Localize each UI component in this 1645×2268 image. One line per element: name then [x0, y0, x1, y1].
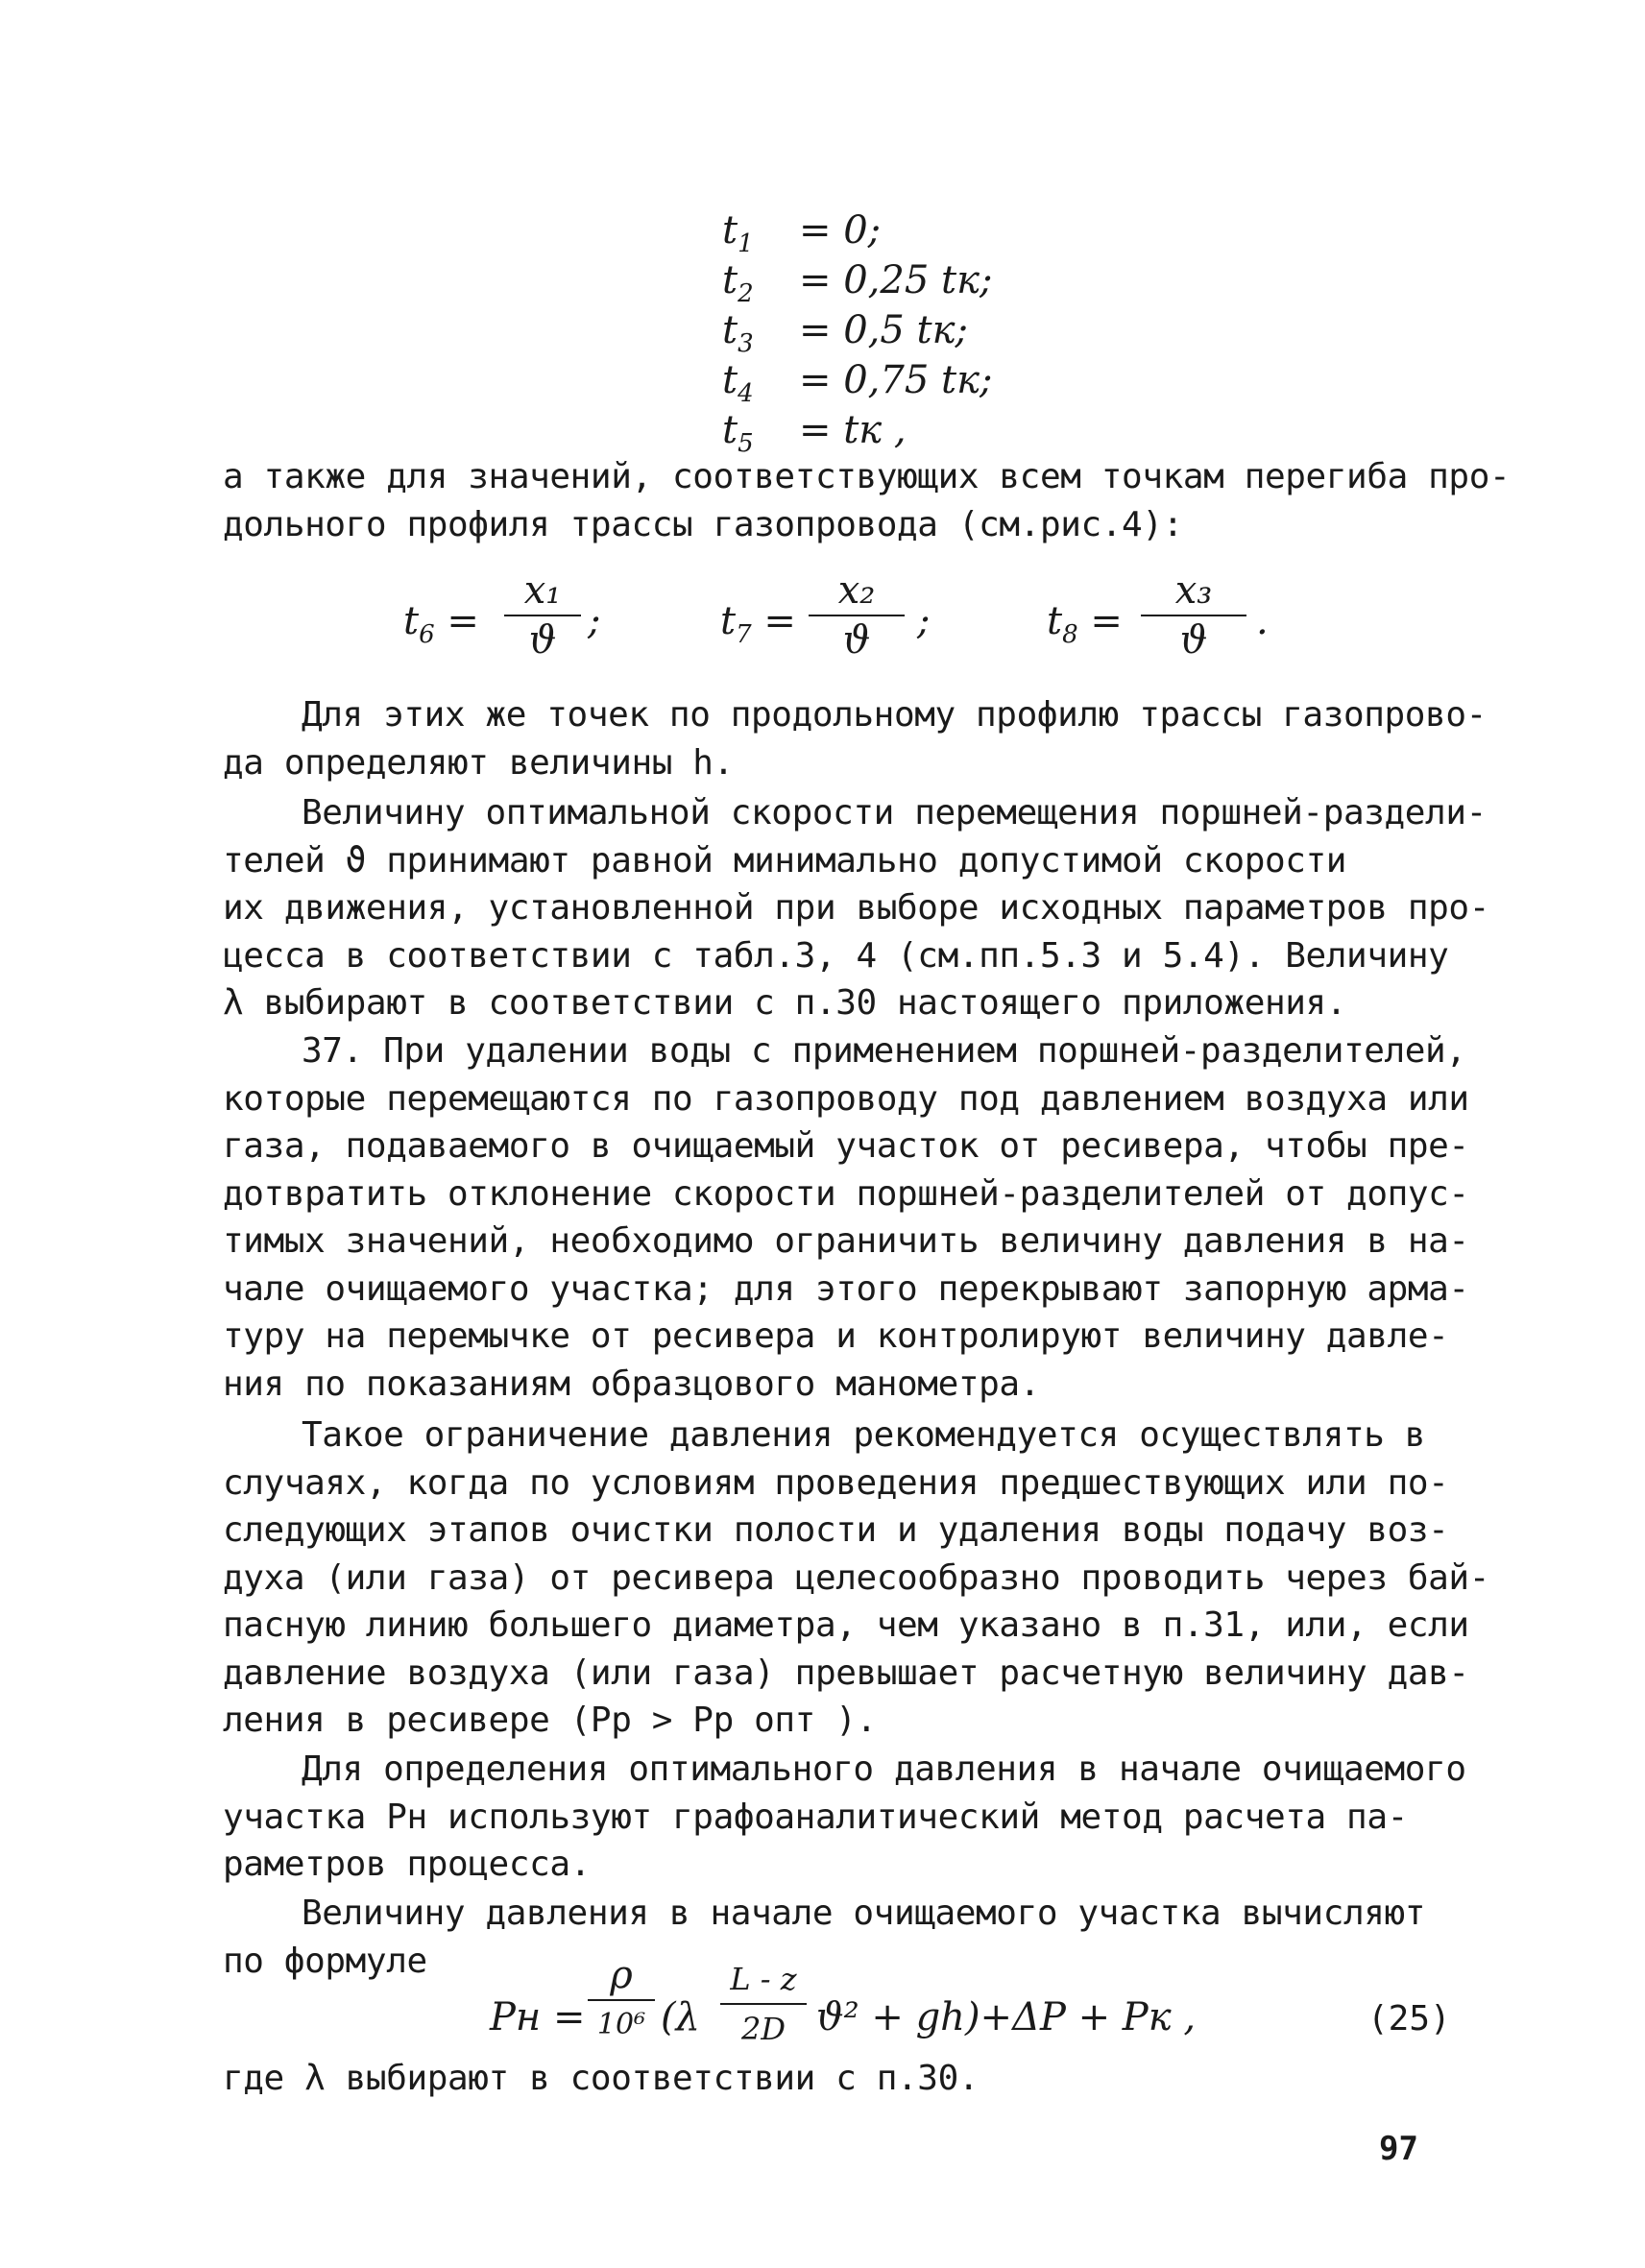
text-line: пасную линию большего диаметра, чем указано в п.31, или, если: [223, 1605, 1469, 1645]
t7-label: $t_7$ =: [720, 599, 796, 649]
text-line: Для определения оптимального давления в начале очищаемого: [302, 1749, 1466, 1789]
text-line: случаях, когда по условиям проведения предшествующих или по-: [223, 1462, 1449, 1503]
fraction-x2-over-v: x₂ ϑ: [809, 568, 905, 663]
fraction-x1-over-v: x₁ ϑ: [504, 568, 581, 663]
text-line: λ выбирают в соответствии с п.30 настоящего приложения.: [223, 983, 1347, 1023]
fraction-l-z-over-2d: L - z 2D: [720, 1957, 807, 2051]
formula-open: (λ: [661, 1995, 700, 2039]
paragraph-pressure-limit: [223, 1411, 1489, 1745]
text-line: цесса в соответствии с табл.3, 4 (см.пп.5.3 и 5.4). Величину: [223, 935, 1449, 976]
text-line: ления в ресивере (Pр > Pр опт ).: [223, 1701, 877, 1740]
text-line: 37. При удалении воды с применением поршней-разделителей,: [302, 1031, 1466, 1071]
paragraph-optimal-pressure: [223, 1746, 1466, 1889]
paragraph-points-h: [223, 691, 1487, 786]
fraction-x3-over-v: x₃ ϑ: [1141, 568, 1246, 663]
where-line: [223, 2055, 1442, 2103]
fraction-tail: ;: [588, 599, 601, 643]
text-line: участка Pн используют графоаналитический метод расчета па-: [223, 1797, 1408, 1837]
text-line: где λ выбирают в соответствии с п.30.: [223, 2059, 980, 2098]
paragraph-formula-intro: [223, 1890, 1442, 1985]
text-line: Величину оптимальной скорости перемещения поршней-раздели-: [302, 793, 1487, 832]
text-line: ния по показаниям образцового манометра.: [223, 1363, 1040, 1404]
document-page: $t_1$ = 0; $t_2$ = 0,25 tк; $t_3$ = 0,5 tк; $t_4$ = 0,75 tк; $t_5$ = tк , а также для значений, соответствующих всем точкам перегиба про- дольного профиля трассы газопровода (см.рис.4): $t_6$ = x₁ ϑ ; $t_7$ = x₂ ϑ ; $t_8$ = x₃ ϑ . Для этих же точек по продольному профилю трассы газопрово- да определяют величины h. Величину оптимальной скорости перемещения поршней-раздели- телей ϑ принимают равной минимально допустимой скорости их движения, установленной при выборе исходных параметров про- цесса в соответствии с табл.3, 4 (см.пп.5.3 и 5.4). Величину λ выбирают в соответствии с п.30 настоящего приложения. 37. При удалении воды с применением поршней-разделителей, которые перемещаются по газопроводу под давлением воздуха или газа, подаваемого в очищаемый участок от ресивера, чтобы пре- дотвратить отклонение скорости поршней-разделителей от допус- тимых значений, необходимо ограничить величину давления в на- чале очищаемого участка; для этого перекрывают запорную арма- туру на перемычке от ресивера и контролируют величину давле- ния по показаниям образцового манометра. Такое ограничение давления рекомендуется осуществлять в случаях, когда по условиям проведения предшествующих или по- следующих этапов очистки полости и удаления воды подачу воз- духа (или газа) от ресивера целесообразно проводить через бай- пасную линию большего диаметра, чем указано в п.31, или, если давление воздуха (или газа) превышает расчетную величину дав- ления в ресивере (Pр > Pр опт ). Для определения оптимального давления в начале очищаемого участка Pн используют графоаналитический метод расчета па- раметров процесса. Величину давления в начале очищаемого участка вычисляют по формуле Pн = ρ 10⁶ (λ L - z 2D ϑ² + gh)+ΔP + Pк , (25) где λ выбирают в соответствии с п.30. 97: [223, 208, 1511, 2168]
text-line: Для этих же точек по продольному профилю трассы газопрово-: [302, 695, 1487, 735]
text-line: да определяют величины h.: [223, 742, 734, 783]
equation-number: (25): [1367, 1999, 1451, 2039]
fraction-tail: .: [1256, 599, 1269, 643]
t6-label: $t_6$ =: [403, 599, 479, 649]
paragraph-optimal-speed: [223, 789, 1489, 1027]
paragraph-inflection-points: [223, 453, 1511, 548]
text-line: Такое ограничение давления рекомендуется осуществлять в: [302, 1415, 1426, 1455]
text-line: по формуле: [223, 1941, 427, 1981]
text-line: чале очищаемого участка; для этого перекрывают запорную арма-: [223, 1268, 1469, 1309]
fraction-rho-over-10e6: ρ 10⁶: [588, 1953, 655, 2047]
text-line: которые перемещаются по газопроводу под давлением воздуха или: [223, 1078, 1469, 1119]
text-line: давление воздуха (или газа) превышает расчетную величину дав-: [223, 1653, 1469, 1693]
text-line: следующих этапов очистки полости и удаления воды подачу воз-: [223, 1510, 1449, 1550]
text-line: Величину давления в начале очищаемого участка вычисляют: [302, 1894, 1426, 1933]
text-line: раметров процесса.: [223, 1845, 591, 1884]
text-line: духа (или газа) от ресивера целесообразно проводить через бай-: [223, 1557, 1489, 1598]
text-line: туру на перемычке от ресивера и контролируют величину давле-: [223, 1316, 1449, 1356]
text-line: их движения, установленной при выборе исходных параметров про-: [223, 888, 1489, 928]
text-line: а также для значений, соответствующих всем точкам перегиба про-: [223, 457, 1511, 496]
text-line: дотвратить отклонение скорости поршней-разделителей от допус-: [223, 1173, 1469, 1214]
paragraph-37: [223, 1027, 1469, 1408]
page-number: 97: [1379, 2130, 1418, 2168]
fraction-tail: ;: [917, 599, 931, 643]
text-line: дольного профиля трассы газопровода (см.рис.4):: [223, 504, 1183, 544]
t8-label: $t_8$ =: [1047, 599, 1123, 649]
text-line: телей ϑ принимают равной минимально допустимой скорости: [223, 840, 1347, 881]
text-line: газа, подаваемого в очищаемый участок от ресивера, чтобы пре-: [223, 1126, 1469, 1166]
formula-lhs: Pн =: [490, 1995, 586, 2039]
formula-rest: ϑ² + gh)+ΔP + Pк ,: [816, 1995, 1197, 2039]
text-line: тимых значений, необходимо ограничить величину давления в на-: [223, 1221, 1469, 1261]
